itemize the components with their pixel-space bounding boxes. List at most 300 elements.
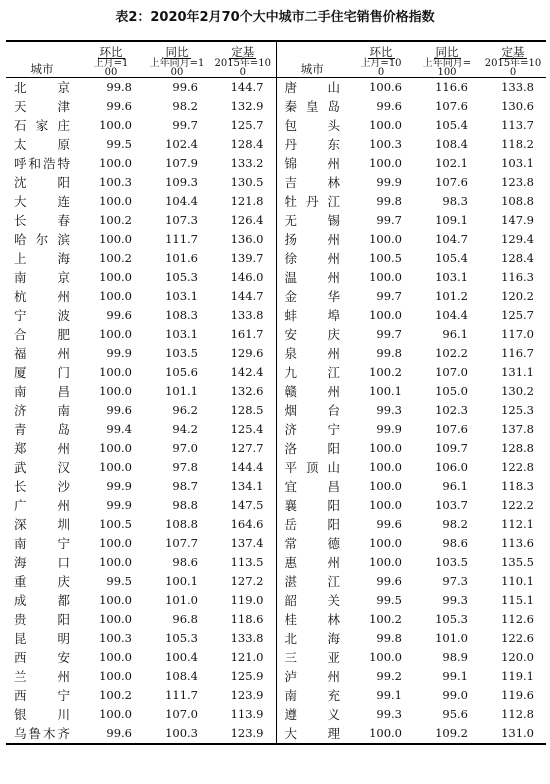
yoy-left-cell: 98.8 xyxy=(172,498,198,512)
mom-left-cell: 100.0 xyxy=(99,555,132,569)
yoy-left-cell: 107.0 xyxy=(165,707,198,721)
table-row xyxy=(6,515,546,534)
base-right-cell: 118.3 xyxy=(501,479,534,493)
city-right-cell: 韶关 xyxy=(276,591,348,610)
table-row xyxy=(6,173,546,192)
mom-left-cell: 100.5 xyxy=(99,517,132,531)
yoy-right-cell: 105.3 xyxy=(435,612,468,626)
city-right-cell: 牡丹江 xyxy=(276,192,348,211)
yoy-left-cell: 107.9 xyxy=(165,156,198,170)
city-right-cell: 遵义 xyxy=(276,705,348,724)
yoy-left-cell: 103.1 xyxy=(165,327,198,341)
mom-left-cell: 100.0 xyxy=(99,270,132,284)
base-left-cell: 146.0 xyxy=(230,270,264,284)
yoy-right-cell: 108.4 xyxy=(435,137,468,151)
yoy-right-cell: 103.1 xyxy=(435,270,468,284)
yoy-left-cell: 105.3 xyxy=(165,631,198,645)
yoy-right-cell: 98.9 xyxy=(442,650,468,664)
city-right-cell: 北海 xyxy=(276,629,348,648)
mom-left-cell: 100.3 xyxy=(99,175,132,189)
city-right-cell: 岳阳 xyxy=(276,515,348,534)
mom-left-cell: 100.2 xyxy=(99,688,132,702)
mom-left-cell: 99.9 xyxy=(106,479,132,493)
mom-left-cell: 100.0 xyxy=(99,365,132,379)
yoy-left-cell: 111.7 xyxy=(165,232,198,246)
base-left-cell: 119.0 xyxy=(230,593,264,607)
city-right-cell: 包头 xyxy=(276,116,348,135)
base-right-cell: 117.0 xyxy=(501,327,534,341)
mom-left-cell: 100.0 xyxy=(99,707,132,721)
table-row xyxy=(6,420,546,439)
city-left-cell: 长沙 xyxy=(14,479,70,494)
city-left-cell: 长春 xyxy=(14,213,70,228)
mom-right-cell: 100.1 xyxy=(369,384,402,398)
mom-left-cell: 100.0 xyxy=(99,460,132,474)
mom-left-cell: 100.0 xyxy=(99,232,132,246)
city-left-cell: 福州 xyxy=(14,346,70,361)
mom-left-cell: 100.0 xyxy=(99,289,132,303)
base-left-cell: 126.4 xyxy=(230,213,264,227)
mom-right-cell: 99.6 xyxy=(376,99,402,113)
mom-right-cell: 100.6 xyxy=(369,80,402,94)
yoy-base-right: 上年同月= 100 xyxy=(422,58,472,78)
mom-right-cell: 100.0 xyxy=(369,536,402,550)
table-row xyxy=(6,610,546,629)
yoy-left-cell: 108.4 xyxy=(165,669,198,683)
yoy-left-cell: 109.3 xyxy=(165,175,198,189)
base-right-cell: 125.7 xyxy=(501,308,534,322)
table-row xyxy=(6,363,546,382)
mom-left-cell: 99.6 xyxy=(106,99,132,113)
city-left-cell: 银川 xyxy=(14,707,70,722)
base-right-cell: 130.2 xyxy=(501,384,534,398)
mom-left-cell: 100.0 xyxy=(99,384,132,398)
table-row xyxy=(6,135,546,154)
base-right-cell: 147.9 xyxy=(501,213,534,227)
mom-left-cell: 100.0 xyxy=(99,593,132,607)
mom-right-cell: 99.9 xyxy=(376,422,402,436)
table-row xyxy=(6,154,546,173)
table-row xyxy=(6,249,546,268)
yoy-left-cell: 99.6 xyxy=(172,80,198,94)
yoy-right-cell: 103.7 xyxy=(435,498,468,512)
base-left-cell: 132.6 xyxy=(230,384,264,398)
base-right-cell: 116.3 xyxy=(501,270,534,284)
base-right-cell: 120.0 xyxy=(501,650,534,664)
mom-left-cell: 100.0 xyxy=(99,156,132,170)
mom-right-cell: 99.6 xyxy=(376,574,402,588)
table-row xyxy=(6,325,546,344)
city-left-cell: 上海 xyxy=(14,251,70,266)
yoy-left-cell: 101.0 xyxy=(165,593,198,607)
city-left-cell: 呼和浩特 xyxy=(14,156,70,171)
yoy-left-cell: 104.4 xyxy=(165,194,198,208)
base-left-cell: 133.8 xyxy=(230,631,264,645)
yoy-right-cell: 105.4 xyxy=(435,251,468,265)
city-left-cell: 大连 xyxy=(14,194,70,209)
yoy-right-cell: 105.0 xyxy=(435,384,468,398)
mom-left-cell: 99.9 xyxy=(106,498,132,512)
table-row xyxy=(6,496,546,515)
city-right-cell: 烟台 xyxy=(276,401,348,420)
city-left-cell: 成都 xyxy=(14,593,70,608)
city-right-cell: 襄阳 xyxy=(276,496,348,515)
city-right-cell: 平顶山 xyxy=(276,458,348,477)
yoy-right-cell: 96.1 xyxy=(442,479,468,493)
mom-right-cell: 100.0 xyxy=(369,118,402,132)
mom-right-cell: 99.2 xyxy=(376,669,402,683)
city-header-left: 城市 xyxy=(30,62,54,76)
yoy-right-cell: 102.3 xyxy=(435,403,468,417)
yoy-right-cell: 101.2 xyxy=(435,289,468,303)
mom-right-cell: 99.7 xyxy=(376,213,402,227)
yoy-right-cell: 116.6 xyxy=(435,80,468,94)
table-row xyxy=(6,686,546,705)
city-right-cell: 丹东 xyxy=(276,135,348,154)
base-left-cell: 125.7 xyxy=(230,118,264,132)
city-right-cell: 吉林 xyxy=(276,173,348,192)
table-row xyxy=(6,344,546,363)
base-left-cell: 118.6 xyxy=(230,612,264,626)
yoy-right-cell: 99.0 xyxy=(442,688,468,702)
table-row xyxy=(6,553,546,572)
city-left-cell: 广州 xyxy=(14,498,70,513)
yoy-right-cell: 107.6 xyxy=(435,422,468,436)
base-right-cell: 122.8 xyxy=(501,460,534,474)
yoy-right-cell: 104.4 xyxy=(435,308,468,322)
mom-right-cell: 100.5 xyxy=(369,251,402,265)
table-row xyxy=(6,192,546,211)
table-row xyxy=(6,458,546,477)
base-left-cell: 129.6 xyxy=(230,346,264,360)
table-row xyxy=(6,439,546,458)
yoy-left-cell: 107.7 xyxy=(165,536,198,550)
city-left-cell: 武汉 xyxy=(14,460,70,475)
city-right-cell: 赣州 xyxy=(276,382,348,401)
city-right-cell: 锦州 xyxy=(276,154,348,173)
mom-right-cell: 99.3 xyxy=(376,707,402,721)
mom-right-cell: 99.3 xyxy=(376,403,402,417)
base-right-cell: 119.1 xyxy=(501,669,534,683)
mom-left-cell: 100.0 xyxy=(99,118,132,132)
yoy-left-cell: 96.8 xyxy=(172,612,198,626)
base-right-cell: 112.6 xyxy=(501,612,534,626)
yoy-left-cell: 103.5 xyxy=(165,346,198,360)
yoy-left-cell: 105.6 xyxy=(165,365,198,379)
table-row xyxy=(6,534,546,553)
mom-right-cell: 100.0 xyxy=(369,498,402,512)
base-left-cell: 139.7 xyxy=(230,251,264,265)
mom-right-cell: 100.0 xyxy=(369,479,402,493)
table-row xyxy=(6,705,546,724)
base-right-cell: 113.6 xyxy=(501,536,534,550)
base-header-left: 定基 xyxy=(231,45,255,59)
city-left-cell: 郑州 xyxy=(14,441,70,456)
base-left-cell: 130.5 xyxy=(230,175,264,189)
mom-base-right: 上月=10 0 xyxy=(360,58,402,78)
base-right-cell: 133.8 xyxy=(501,80,534,94)
mom-right-cell: 99.5 xyxy=(376,593,402,607)
base-left-cell: 144.7 xyxy=(230,80,264,94)
city-left-cell: 合肥 xyxy=(14,327,70,342)
yoy-right-cell: 96.1 xyxy=(442,327,468,341)
mom-right-cell: 99.9 xyxy=(376,175,402,189)
city-left-cell: 兰州 xyxy=(14,669,70,684)
city-left-cell: 南京 xyxy=(14,270,70,285)
mom-left-cell: 99.6 xyxy=(106,308,132,322)
table-row xyxy=(6,116,546,135)
yoy-left-cell: 97.0 xyxy=(172,441,198,455)
mom-right-cell: 100.0 xyxy=(369,156,402,170)
city-left-cell: 重庆 xyxy=(14,574,70,589)
city-left-cell: 沈阳 xyxy=(14,175,70,190)
city-right-cell: 蚌埠 xyxy=(276,306,348,325)
base-right-cell: 110.1 xyxy=(501,574,534,588)
mom-left-cell: 100.0 xyxy=(99,327,132,341)
base-right-cell: 129.4 xyxy=(501,232,534,246)
base-left-cell: 147.5 xyxy=(230,498,264,512)
base-left-cell: 136.0 xyxy=(230,232,264,246)
base-right-cell: 120.2 xyxy=(501,289,534,303)
mom-right-cell: 100.2 xyxy=(369,612,402,626)
mom-right-cell: 100.0 xyxy=(369,232,402,246)
yoy-right-cell: 97.3 xyxy=(442,574,468,588)
base-left-cell: 125.4 xyxy=(230,422,264,436)
base-left-cell: 125.9 xyxy=(230,669,264,683)
city-right-cell: 温州 xyxy=(276,268,348,287)
fixed-base-right: 2015年=10 0 xyxy=(484,58,542,78)
city-right-cell: 常德 xyxy=(276,534,348,553)
city-left-cell: 海口 xyxy=(14,555,70,570)
yoy-left-cell: 102.4 xyxy=(165,137,198,151)
yoy-right-cell: 106.0 xyxy=(435,460,468,474)
table-row xyxy=(6,268,546,287)
city-right-cell: 三亚 xyxy=(276,648,348,667)
yoy-left-cell: 105.3 xyxy=(165,270,198,284)
mom-left-cell: 100.2 xyxy=(99,251,132,265)
city-left-cell: 哈尔滨 xyxy=(14,232,70,247)
city-left-cell: 昆明 xyxy=(14,631,70,646)
city-left-cell: 乌鲁木齐 xyxy=(14,726,70,741)
yoy-right-cell: 95.6 xyxy=(442,707,468,721)
yoy-right-cell: 98.6 xyxy=(442,536,468,550)
table-row xyxy=(6,477,546,496)
mom-left-cell: 100.2 xyxy=(99,213,132,227)
city-left-cell: 南宁 xyxy=(14,536,70,551)
yoy-left-cell: 94.2 xyxy=(172,422,198,436)
base-right-cell: 128.8 xyxy=(501,441,534,455)
base-left-cell: 121.8 xyxy=(230,194,264,208)
yoy-right-cell: 103.5 xyxy=(435,555,468,569)
base-right-cell: 137.8 xyxy=(501,422,534,436)
yoy-right-cell: 107.6 xyxy=(435,175,468,189)
mom-right-cell: 99.7 xyxy=(376,327,402,341)
city-right-cell: 唐山 xyxy=(276,78,348,98)
base-left-cell: 123.9 xyxy=(230,688,264,702)
yoy-left-cell: 100.4 xyxy=(165,650,198,664)
yoy-right-cell: 101.0 xyxy=(435,631,468,645)
city-right-cell: 泸州 xyxy=(276,667,348,686)
base-right-cell: 128.4 xyxy=(501,251,534,265)
yoy-left-cell: 100.1 xyxy=(165,574,198,588)
city-header-right: 城市 xyxy=(276,41,348,78)
base-left-cell: 161.7 xyxy=(230,327,264,341)
base-left-cell: 121.0 xyxy=(230,650,264,664)
table-row xyxy=(6,211,546,230)
yoy-right-cell: 99.1 xyxy=(442,669,468,683)
table-title: 表2：2020年2月70个大中城市二手住宅销售价格指数 xyxy=(115,10,435,25)
yoy-left-cell: 100.3 xyxy=(165,726,198,740)
mom-right-cell: 100.0 xyxy=(369,460,402,474)
mom-left-cell: 99.4 xyxy=(106,422,132,436)
mom-left-cell: 100.0 xyxy=(99,612,132,626)
yoy-right-cell: 104.7 xyxy=(435,232,468,246)
yoy-right-cell: 107.6 xyxy=(435,99,468,113)
mom-left-cell: 99.5 xyxy=(106,137,132,151)
city-left-cell: 贵阳 xyxy=(14,612,70,627)
base-left-cell: 133.8 xyxy=(230,308,264,322)
city-right-cell: 济宁 xyxy=(276,420,348,439)
base-left-cell: 127.2 xyxy=(230,574,264,588)
city-left-cell: 太原 xyxy=(14,137,70,152)
city-right-cell: 安庆 xyxy=(276,325,348,344)
yoy-right-cell: 99.3 xyxy=(442,593,468,607)
table-row xyxy=(6,648,546,667)
base-right-cell: 119.6 xyxy=(501,688,534,702)
mom-right-cell: 99.6 xyxy=(376,517,402,531)
city-left-cell: 石家庄 xyxy=(14,118,70,133)
mom-right-cell: 100.0 xyxy=(369,650,402,664)
yoy-right-cell: 102.2 xyxy=(435,346,468,360)
mom-left-cell: 99.5 xyxy=(106,574,132,588)
city-left-cell: 深圳 xyxy=(14,517,70,532)
city-right-cell: 无锡 xyxy=(276,211,348,230)
base-header-right: 定基 xyxy=(501,45,525,59)
yoy-base-left: 上年同月=1 00 xyxy=(149,58,205,78)
yoy-left-cell: 111.7 xyxy=(165,688,198,702)
mom-left-cell: 100.3 xyxy=(99,631,132,645)
mom-right-cell: 99.7 xyxy=(376,289,402,303)
city-left-cell: 南昌 xyxy=(14,384,70,399)
mom-header-left: 环比 xyxy=(99,45,123,59)
yoy-left-cell: 98.6 xyxy=(172,555,198,569)
city-right-cell: 扬州 xyxy=(276,230,348,249)
price-index-table xyxy=(6,40,546,745)
mom-right-cell: 100.2 xyxy=(369,365,402,379)
base-right-cell: 130.6 xyxy=(501,99,534,113)
base-left-cell: 132.9 xyxy=(230,99,264,113)
base-right-cell: 123.8 xyxy=(501,175,534,189)
base-left-cell: 123.9 xyxy=(230,726,264,740)
base-left-cell: 127.7 xyxy=(230,441,264,455)
base-right-cell: 108.8 xyxy=(501,194,534,208)
table-row xyxy=(6,667,546,686)
city-right-cell: 桂林 xyxy=(276,610,348,629)
table-row xyxy=(6,287,546,306)
city-left-cell: 天津 xyxy=(14,99,70,114)
base-right-cell: 131.0 xyxy=(501,726,534,740)
mom-right-cell: 100.0 xyxy=(369,308,402,322)
base-right-cell: 103.1 xyxy=(501,156,534,170)
base-left-cell: 113.9 xyxy=(230,707,264,721)
mom-right-cell: 99.1 xyxy=(376,688,402,702)
base-right-cell: 122.2 xyxy=(501,498,534,512)
yoy-right-cell: 109.7 xyxy=(435,441,468,455)
city-left-cell: 青岛 xyxy=(14,422,70,437)
yoy-right-cell: 105.4 xyxy=(435,118,468,132)
city-left-cell: 西宁 xyxy=(14,688,70,703)
table-row xyxy=(6,591,546,610)
mom-header-right: 环比 xyxy=(369,45,393,59)
city-right-cell: 宜昌 xyxy=(276,477,348,496)
yoy-left-cell: 103.1 xyxy=(165,289,198,303)
yoy-left-cell: 98.7 xyxy=(172,479,198,493)
city-left-cell: 厦门 xyxy=(14,365,70,380)
yoy-left-cell: 99.7 xyxy=(172,118,198,132)
mom-right-cell: 99.8 xyxy=(376,631,402,645)
table-row xyxy=(6,629,546,648)
city-right-cell: 惠州 xyxy=(276,553,348,572)
base-left-cell: 137.4 xyxy=(230,536,264,550)
city-right-cell: 徐州 xyxy=(276,249,348,268)
mom-left-cell: 99.6 xyxy=(106,403,132,417)
fixed-base-left: 2015年=10 0 xyxy=(214,58,272,78)
yoy-header-right: 同比 xyxy=(435,45,459,59)
city-right-cell: 泉州 xyxy=(276,344,348,363)
base-left-cell: 113.5 xyxy=(230,555,264,569)
yoy-left-cell: 108.3 xyxy=(165,308,198,322)
mom-right-cell: 100.0 xyxy=(369,270,402,284)
base-right-cell: 122.6 xyxy=(501,631,534,645)
city-left-cell: 宁波 xyxy=(14,308,70,323)
table-row xyxy=(6,572,546,591)
city-right-cell: 九江 xyxy=(276,363,348,382)
yoy-left-cell: 101.6 xyxy=(165,251,198,265)
table-row xyxy=(6,306,546,325)
city-left-cell: 北京 xyxy=(14,80,70,95)
table-header xyxy=(6,41,546,78)
mom-left-cell: 99.9 xyxy=(106,346,132,360)
yoy-right-cell: 109.2 xyxy=(435,726,468,740)
mom-left-cell: 100.0 xyxy=(99,194,132,208)
base-right-cell: 118.2 xyxy=(501,137,534,151)
base-right-cell: 112.1 xyxy=(501,517,534,531)
table-row xyxy=(6,382,546,401)
base-left-cell: 128.5 xyxy=(230,403,264,417)
city-right-cell: 秦皇岛 xyxy=(276,97,348,116)
mom-left-cell: 100.0 xyxy=(99,650,132,664)
mom-right-cell: 99.8 xyxy=(376,346,402,360)
table-row xyxy=(6,230,546,249)
yoy-right-cell: 98.3 xyxy=(442,194,468,208)
city-right-cell: 金华 xyxy=(276,287,348,306)
mom-left-cell: 100.0 xyxy=(99,441,132,455)
table-row xyxy=(6,401,546,420)
table-body xyxy=(6,78,546,745)
yoy-left-cell: 98.2 xyxy=(172,99,198,113)
table-row xyxy=(6,78,546,98)
table-row xyxy=(6,724,546,744)
city-left-cell: 杭州 xyxy=(14,289,70,304)
city-right-cell: 南充 xyxy=(276,686,348,705)
city-right-cell: 洛阳 xyxy=(276,439,348,458)
mom-right-cell: 100.3 xyxy=(369,137,402,151)
base-right-cell: 115.1 xyxy=(501,593,534,607)
mom-left-cell: 100.0 xyxy=(99,669,132,683)
base-left-cell: 142.4 xyxy=(230,365,264,379)
base-left-cell: 133.2 xyxy=(230,156,264,170)
yoy-right-cell: 109.1 xyxy=(435,213,468,227)
